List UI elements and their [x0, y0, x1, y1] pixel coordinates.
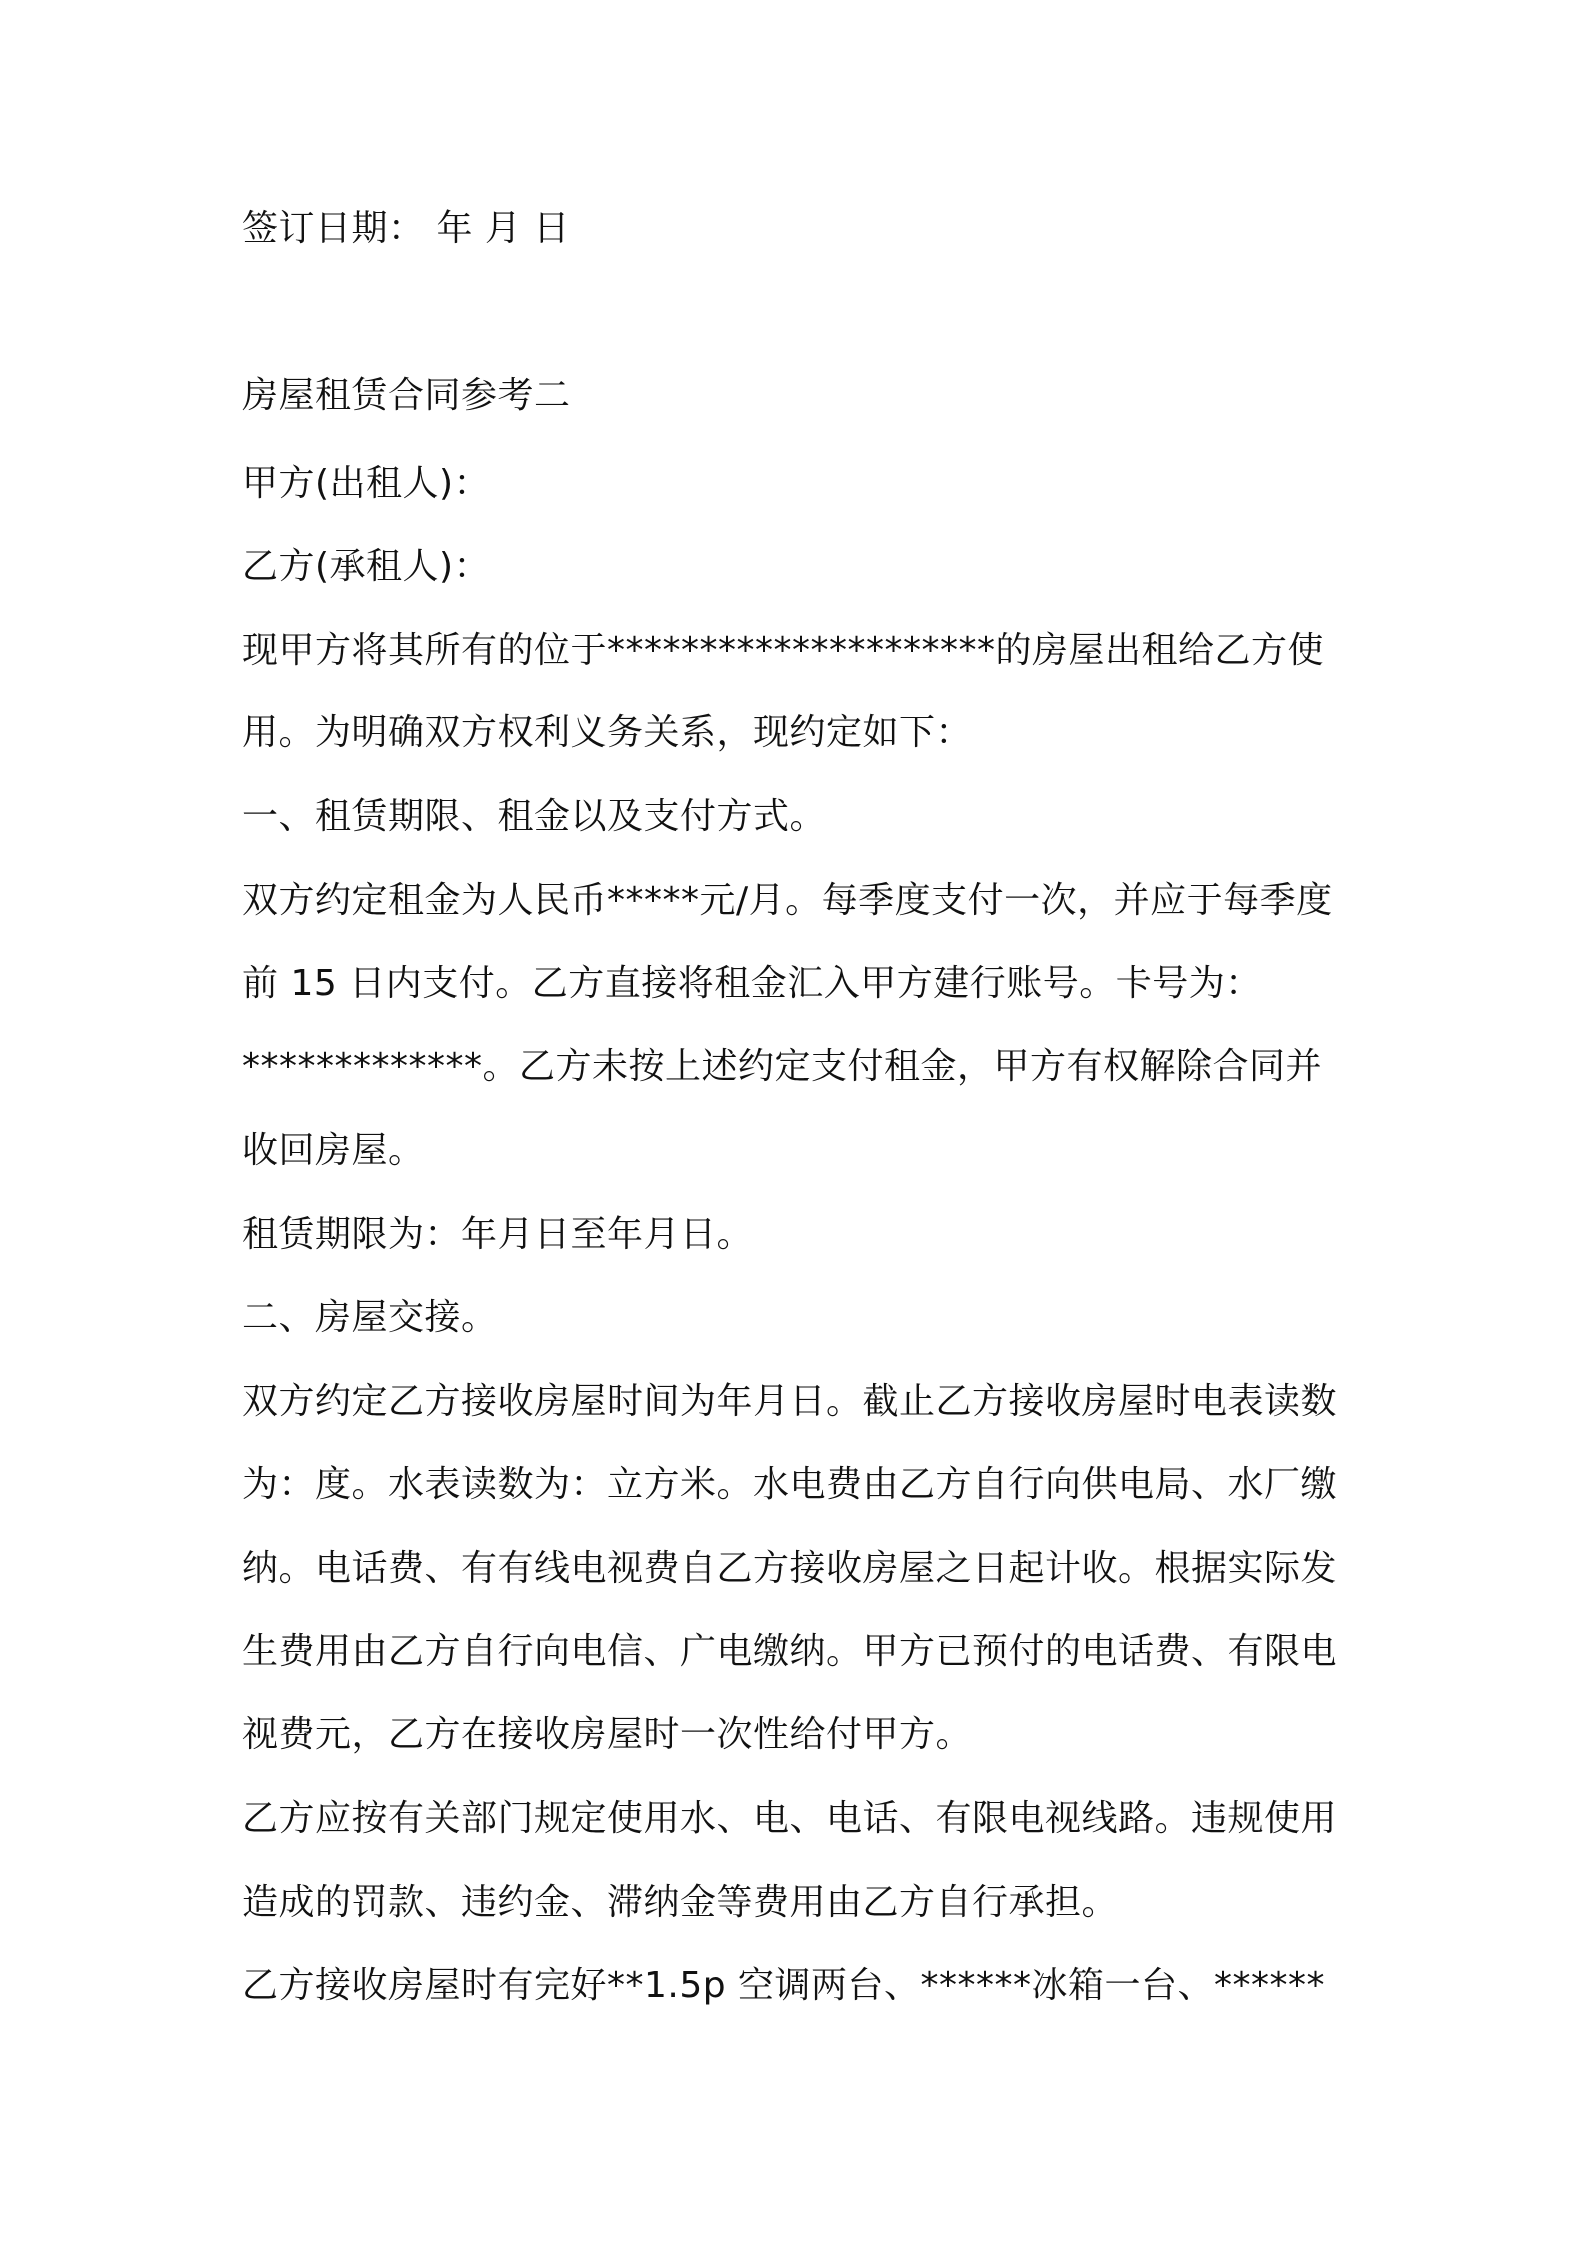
sign-date-line: 签订日期： 年 月 日 [242, 208, 570, 249]
section-1-heading: 一、租赁期限、租金以及支付方式。 [242, 796, 827, 837]
document-title: 房屋租赁合同参考二 [242, 375, 571, 416]
term-line: 租赁期限为：年月日至年月日。 [242, 1214, 754, 1255]
usage-line-2: 造成的罚款、违约金、滞纳金等费用由乙方自行承担。 [242, 1882, 1119, 1923]
rent-line-3: *************。乙方未按上述约定支付租金，甲方有权解除合同并 [242, 1046, 1323, 1087]
handover-line-5: 视费元，乙方在接收房屋时一次性给付甲方。 [242, 1714, 973, 1755]
appliance-line-1: 乙方接收房屋时有完好**1.5p 空调两台、******冰箱一台、****** [242, 1965, 1326, 2006]
handover-line-4: 生费用由乙方自行向电信、广电缴纳。甲方已预付的电话费、有限电 [242, 1631, 1338, 1672]
usage-line-1: 乙方应按有关部门规定使用水、电、电话、有限电视线路。违规使用 [242, 1798, 1338, 1839]
section-2-heading: 二、房屋交接。 [242, 1297, 498, 1338]
handover-line-3: 纳。电话费、有有线电视费自乙方接收房屋之日起计收。根据实际发 [242, 1548, 1338, 1589]
intro-line-2: 用。为明确双方权利义务关系，现约定如下： [242, 712, 973, 753]
rent-line-1: 双方约定租金为人民币*****元/月。每季度支付一次，并应于每季度 [242, 880, 1333, 921]
party-b-line: 乙方(承租人)： [242, 546, 491, 587]
rent-line-2: 前 15 日内支付。乙方直接将租金汇入甲方建行账号。卡号为： [242, 963, 1262, 1004]
party-a-line: 甲方(出租人)： [242, 463, 491, 504]
intro-line-1: 现甲方将其所有的位于*********************的房屋出租给乙方使 [242, 630, 1325, 671]
handover-line-2: 为：度。水表读数为：立方米。水电费由乙方自行向供电局、水厂缴 [242, 1464, 1338, 1505]
handover-line-1: 双方约定乙方接收房屋时间为年月日。截止乙方接收房屋时电表读数 [242, 1381, 1338, 1422]
rent-line-4: 收回房屋。 [242, 1130, 425, 1171]
